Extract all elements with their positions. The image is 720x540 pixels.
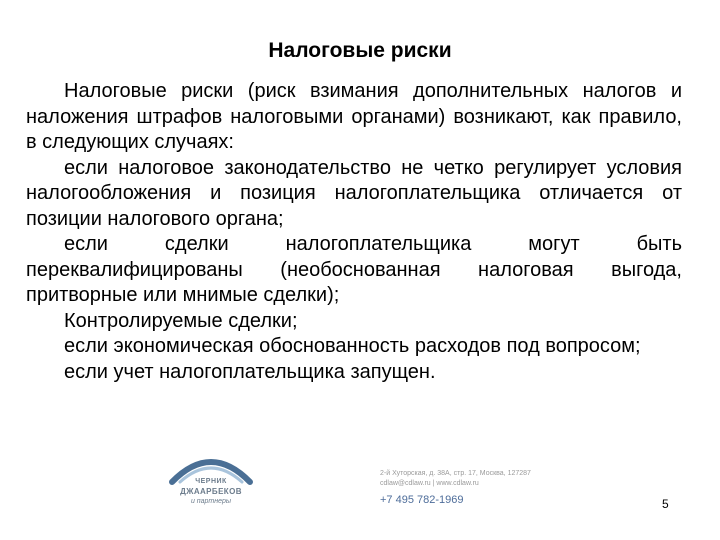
logo-text-line3: и партнеры xyxy=(190,498,232,505)
logo-text-line1: ЧЕРНИК xyxy=(195,478,227,485)
logo-text-line2: ДЖААРБЕКОВ xyxy=(180,487,242,496)
contact-address: 2-й Хуторская, д. 38А, стр. 17, Москва, 127287 xyxy=(380,470,531,477)
contact-info xyxy=(380,469,531,489)
contact-web: cdlaw@cdlaw.ru | www.cdlaw.ru xyxy=(380,480,479,487)
intro-paragraph: Налоговые риски (риск взимания дополнительных налогов и наложения штрафов налоговыми органами) возникают, как правило, в следующих случаях: xyxy=(26,80,682,153)
page-number: 5 xyxy=(662,497,669,511)
risk-case-requalification: если сделки налогоплательщика могут быть переквалифицированы (необоснованная налоговая выгода, притворные или мнимые сделки); xyxy=(26,233,682,306)
risk-case-legislation: если налоговое законодательство не четко регулирует условия налогообложения и позиция налогоплательщика отличается от позиции налогового органа; xyxy=(26,156,682,230)
risk-case-controlled-deals: Контролируемые сделки; xyxy=(64,309,298,332)
slide-title: Налоговые риски xyxy=(268,39,452,62)
company-logo xyxy=(160,448,262,526)
contact-phone: +7 495 782-1969 xyxy=(380,494,464,506)
risk-case-expenses: если экономическая обоснованность расходов под вопросом; xyxy=(64,335,641,357)
risk-case-accounting: если учет налогоплательщика запущен. xyxy=(64,360,436,383)
slide-body xyxy=(26,79,682,385)
